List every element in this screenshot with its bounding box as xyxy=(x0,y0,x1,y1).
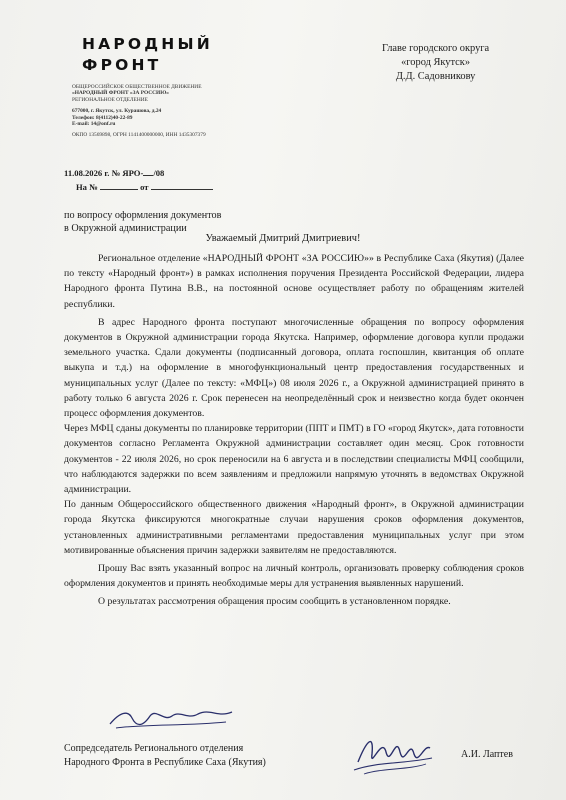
org-line-2: «НАРОДНЫЙ ФРОНТ «ЗА РОССИЮ» xyxy=(72,90,169,97)
org-phone: Телефон: 8(4112)40-22-89 xyxy=(72,114,133,121)
org-email: E-mail: 14@onf.ru xyxy=(72,121,116,128)
signatory-line-1: Сопредседатель Регионального отделения xyxy=(64,743,244,754)
reg-ref-mid: от xyxy=(140,181,149,192)
letter-body xyxy=(64,251,524,610)
paragraph: Через МФЦ сданы документы по планировке территории (ППТ и ПМТ) в ГО «город Якутск», дата готовности документов согласно Регламента Окружной администрации составляет один месяц. Срок готовности документов - 22 июля 2026, но срок переносили на 6 августа и в последствии специалисты МФЦ сообщили, что наблюдаются задержки по всем заявлениям и предложили напрямую уточнять в ведомствах Окружной администрации. xyxy=(64,423,524,496)
subject-line-1: по вопросу оформления документов xyxy=(64,210,222,221)
reg-date-number: 11.08.2026 г. № ЯРО- xyxy=(64,168,144,178)
org-letterhead xyxy=(72,84,222,139)
addressee-line-2: «город Якутск» xyxy=(401,57,471,68)
org-line-1: ОБЩЕРОССИЙСКОЕ ОБЩЕСТВЕННОЕ ДВИЖЕНИЕ xyxy=(72,84,202,90)
logo-line-1: НАРОДНЫЙ xyxy=(82,35,213,53)
org-line-3: РЕГИОНАЛЬНОЕ ОТДЕЛЕНИЕ xyxy=(72,96,148,103)
addressee xyxy=(382,42,489,84)
logo-line-2: ФРОНТ xyxy=(82,56,162,74)
reg-ref-prefix: На № xyxy=(76,181,98,192)
paragraph: Прошу Вас взять указанный вопрос на личный контроль, организовать проверку соблюдения сроков оформления документов и принять необходимые меры для устранения выявленных нарушений. xyxy=(64,563,524,590)
signatory-name: А.И. Лаптев xyxy=(461,749,513,760)
signature xyxy=(352,722,434,780)
reg-num-suffix: /08 xyxy=(153,168,165,178)
logo xyxy=(82,34,213,76)
paragraph: В адрес Народного фронта поступают многочисленные обращения по вопросу оформления документов в Окружной администрации города Якутска. Например, оформление договора купли продажи земельного участка. Сдали документы (подписанный договора, оплата госпошлин, квитанция об оплате выкупа и т.д.) на оформление в многофункциональный центр предоставления государственных и муниципальных услуг (Далее по тексту: «МФЦ») 08 июля 2026 г., а Окружной администрацией принято в работу только 6 августа 2026 г. Срок перенесен на неопределённый срок и неизвестно когда будет окончен процесс оформления документов. xyxy=(64,316,524,420)
paragraph: По данным Общероссийского общественного движения «Народный фронт», в Окружной администрации города Якутска фиксируются многократные случаи нарушения сроков оформления документов, установленных административными регламентами предоставления муниципальных услуг при этом мотивированные объяснения причин задержки заявителям не предоставляются. xyxy=(64,499,524,556)
signatory-line-2: Народного Фронта в Республике Саха (Якутия) xyxy=(64,756,266,768)
addressee-line-3: Д.Д. Садовникову xyxy=(395,71,476,82)
handwritten-mark xyxy=(106,704,236,732)
paragraph: Региональное отделение «НАРОДНЫЙ ФРОНТ «ЗА РОССИЮ»» в Республике Саха (Якутия) (Далее по тексту «Народный фронт») в рамках исполнения поручения Президента Российской Федерации, лидера Народного фронта Путина В.В., на постоянной основе осуществляет работу по обращениям жителей республики. xyxy=(64,253,524,310)
greeting: Уважаемый Дмитрий Дмитриевич! xyxy=(205,233,361,244)
subject xyxy=(64,209,221,235)
registration-number xyxy=(64,166,213,193)
org-address: 677000, г. Якутск, ул. Курашова, д.24 xyxy=(72,108,162,115)
org-codes: ОКПО 13569898, ОГРН 1141400000000, ИНН 1435307379 xyxy=(72,132,206,139)
subject-line-2: в Окружной администрации xyxy=(64,223,187,234)
paragraph: О результатах рассмотрения обращения просим сообщить в установленном порядке. xyxy=(98,596,451,608)
signatory-title xyxy=(64,742,266,769)
addressee-line-1: Главе городского округа xyxy=(382,43,490,54)
